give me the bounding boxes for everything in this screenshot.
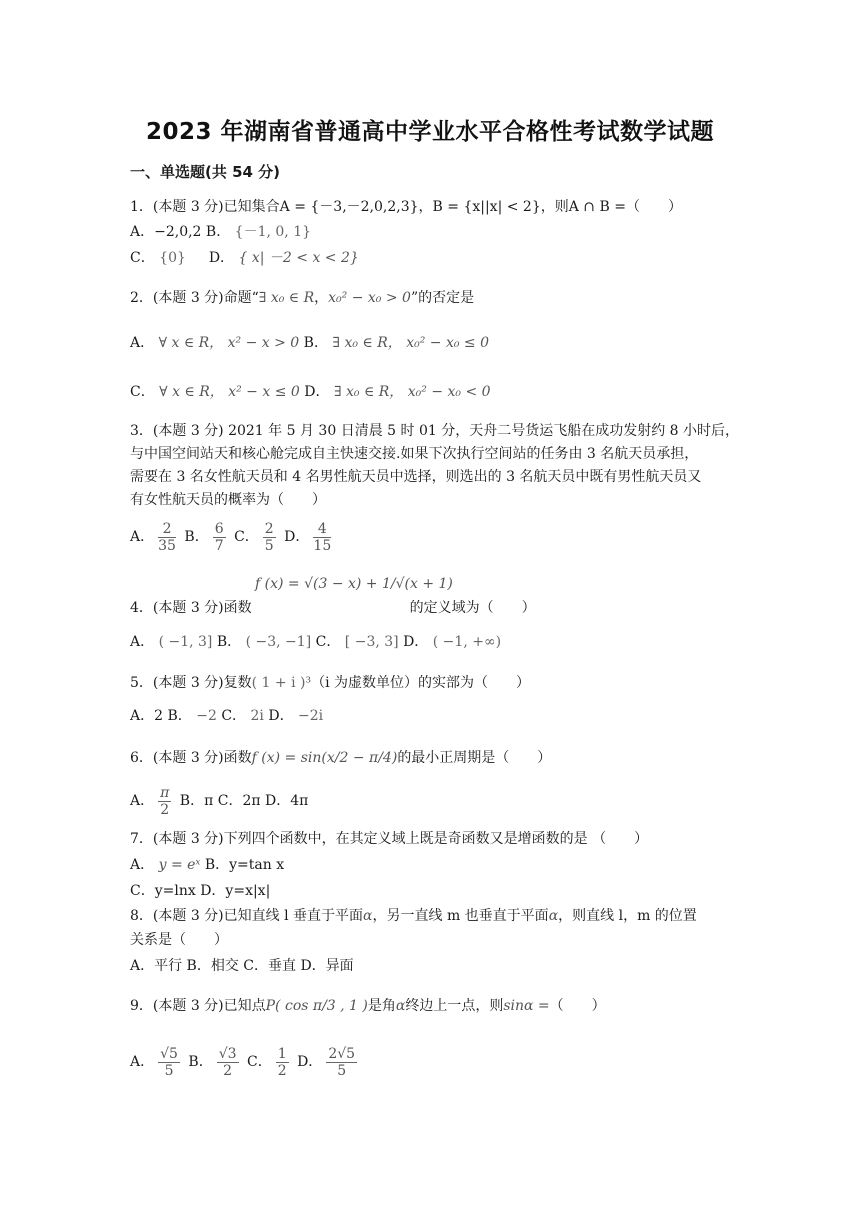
section-heading: 一、单选题(共 54 分) [130,163,281,181]
option-c: 2i [250,708,264,724]
option-c: {0} [159,250,186,266]
question-1-options-cd [130,248,359,268]
option-b-label: B． [188,1054,213,1070]
option-d: D．y=x|x| [200,883,271,899]
question-8-text: 8．(本题 3 分)已知直线 l 垂直于平面 [130,908,364,924]
question-3-line-2: 与中国空间站天和核心舱完成自主快速交接.如果下次执行空间站的任务由 3 名航天员承担， [130,446,699,462]
option-c-fraction [276,1046,289,1079]
question-4-stem [130,598,536,618]
option-d-label: D． [284,529,310,545]
numerator: 2√5 [328,1045,356,1062]
option-b: B．y=tan x [204,857,285,873]
option-d: ∃ x₀ ∈ R， x₀² − x₀ < 0 [333,384,491,400]
question-8-line-1 [130,906,697,926]
question-4-text: 的定义域为（ ） [409,600,536,616]
option-c: C．2π [217,793,261,809]
option-a: ∀ x ∈ R， x² − x > 0 [158,335,300,351]
denominator: 2 [160,801,170,818]
denominator: 15 [313,537,332,554]
question-5-text: 5．(本题 3 分)复数 [130,675,252,691]
option-a-label: A． [130,793,155,809]
option-c: [ −3, 3] [344,634,399,650]
question-6-options [130,782,308,820]
option-c-label: C． [315,634,341,650]
numerator: 2 [158,521,176,538]
question-4-formula [255,574,453,594]
option-a: y = eˣ [158,857,201,873]
question-7-options-cd [130,881,270,901]
question-1-options-ab [130,222,311,242]
denominator: 2 [223,1062,233,1079]
denominator: 35 [158,537,176,554]
question-2-options-cd [130,382,491,402]
math-expression: f (x) = √(3 − x) + 1/√(x + 1) [255,576,453,592]
question-7-stem: 7．(本题 3 分)下列四个函数中，在其定义域上既是奇函数又是增函数的是 （ ） [130,831,649,847]
question-6-stem [130,748,551,768]
question-8-line-2: 关系是（ ） [130,932,228,948]
math-expression: sinα = [503,998,550,1014]
denominator: 5 [337,1062,347,1079]
option-c-fraction [263,521,276,554]
option-c-label: C． [246,1054,272,1070]
option-b: −2 [196,708,217,724]
math-symbol: α [363,908,373,924]
question-6-text: 6．(本题 3 分)函数 [130,750,252,766]
question-9-text: 9．(本题 3 分)已知点 [130,998,266,1014]
option-c: C．y=lnx [130,883,196,899]
numerator: 6 [214,520,224,537]
question-4-text: 4．(本题 3 分)函数 [130,600,252,616]
option-b: ∃ x₀ ∈ R， x₀² − x₀ ≤ 0 [332,335,490,351]
question-2-text: ”的否定是 [410,290,475,306]
page-title: 2023 年湖南省普通高中学业水平合格性考试数学试题 [145,119,715,145]
option-a-label: A． [130,1054,155,1070]
option-b: {－1, 0, 1} [234,224,312,240]
option-a-label: A． [130,335,155,351]
question-2-options-ab [130,333,489,353]
question-3-line-3: 需要在 3 名女性航天员和 4 名男性航天员中选择，则选出的 3 名航天员中既有男性航天员又 [130,469,702,485]
question-7-options-ab [130,855,284,875]
option-d-fraction [313,521,331,554]
numerator: √3 [218,1045,237,1062]
option-a-fraction [158,785,171,818]
math-expression: ∃ x₀ ∈ R [258,290,315,306]
option-b-label: B． [184,529,209,545]
question-3-options [130,518,335,556]
option-a: ( −1, 3] [158,634,213,650]
option-a-fraction [158,521,176,554]
question-5-options [130,706,323,726]
option-c-label: C． [234,529,259,545]
question-9-text: （ ） [549,998,606,1014]
question-3-line-4: 有女性航天员的概率为（ ） [130,492,326,508]
option-d: { x| －2 < x < 2} [238,250,359,266]
numerator: 4 [313,521,331,538]
option-d-label: D． [268,708,294,724]
option-a: A．2 [130,708,164,724]
comma: ， [314,290,329,306]
math-expression: f (x) = sin(x/2 − π/4) [251,750,398,766]
option-d: D．4π [265,793,309,809]
option-a: A．−2,0,2 [130,224,202,240]
option-d-label: D． [297,1054,323,1070]
option-b-fraction [217,1046,239,1079]
option-b-label: B． [216,634,242,650]
question-8-options: A．平行 B．相交 C．垂直 D．异面 [130,958,354,974]
option-b: B．π [179,793,214,809]
question-3-line-1: 3．(本题 3 分) 2021 年 5 月 30 日清晨 5 时 01 分，天舟二号货运飞船在成功发射约 8 小时后， [130,423,740,439]
option-c-label: C． [221,708,247,724]
question-9-text: 终边上一点，则 [405,998,504,1014]
option-d-label: D． [208,250,235,266]
numerator: 1 [277,1045,287,1062]
option-a-label: A． [130,857,155,873]
numerator: √5 [160,1045,178,1062]
option-b-label: B． [167,708,192,724]
math-expression: P( cos π/3 , 1 ) [265,998,368,1014]
option-d: ( −1, +∞) [432,634,502,650]
option-a-fraction [158,1046,180,1079]
question-9-text: 是角 [367,998,396,1014]
math-symbol: α [395,998,406,1014]
question-5-stem [130,673,530,693]
option-a-label: A． [130,634,155,650]
option-c: ∀ x ∈ R， x² − x ≤ 0 [159,384,300,400]
question-9-stem [130,996,606,1016]
denominator: 7 [214,537,224,554]
numerator: π [160,784,170,801]
question-2-text: 2．(本题 3 分)命题“ [130,290,259,306]
question-1-stem: 1．(本题 3 分)已知集合A = {－3,－2,0,2,3}，B = {x||x| < 2}，则A ∩ B =（ ） [130,199,682,215]
math-expression: ( 1 + i )³ [251,675,312,691]
option-d: −2i [298,708,324,724]
option-b-fraction [213,521,226,554]
option-d-label: D． [304,384,330,400]
denominator: 5 [164,1062,174,1079]
option-b-label: B． [303,335,328,351]
denominator: 2 [277,1062,287,1079]
question-5-text: （i 为虚数单位）的实部为（ ） [311,675,531,691]
option-d-fraction [326,1046,357,1079]
option-d-label: D． [403,634,429,650]
question-8-text: ，则直线 l，m 的位置 [558,908,697,924]
question-4-options [130,632,501,652]
question-6-text: 的最小正周期是（ ） [397,750,552,766]
option-b-label: B． [205,224,231,240]
math-expression: x₀² − x₀ > 0 [328,290,411,306]
question-8-text: ，另一直线 m 也垂直于平面 [372,908,549,924]
numerator: 2 [264,520,274,537]
denominator: 5 [264,537,274,554]
question-9-options [130,1042,361,1082]
option-c-label: C． [130,384,155,400]
option-c-label: C． [130,250,155,266]
math-symbol: α [548,908,559,924]
option-b: ( −3, −1] [245,634,312,650]
question-2-stem [130,288,474,308]
option-a-label: A． [130,529,155,545]
